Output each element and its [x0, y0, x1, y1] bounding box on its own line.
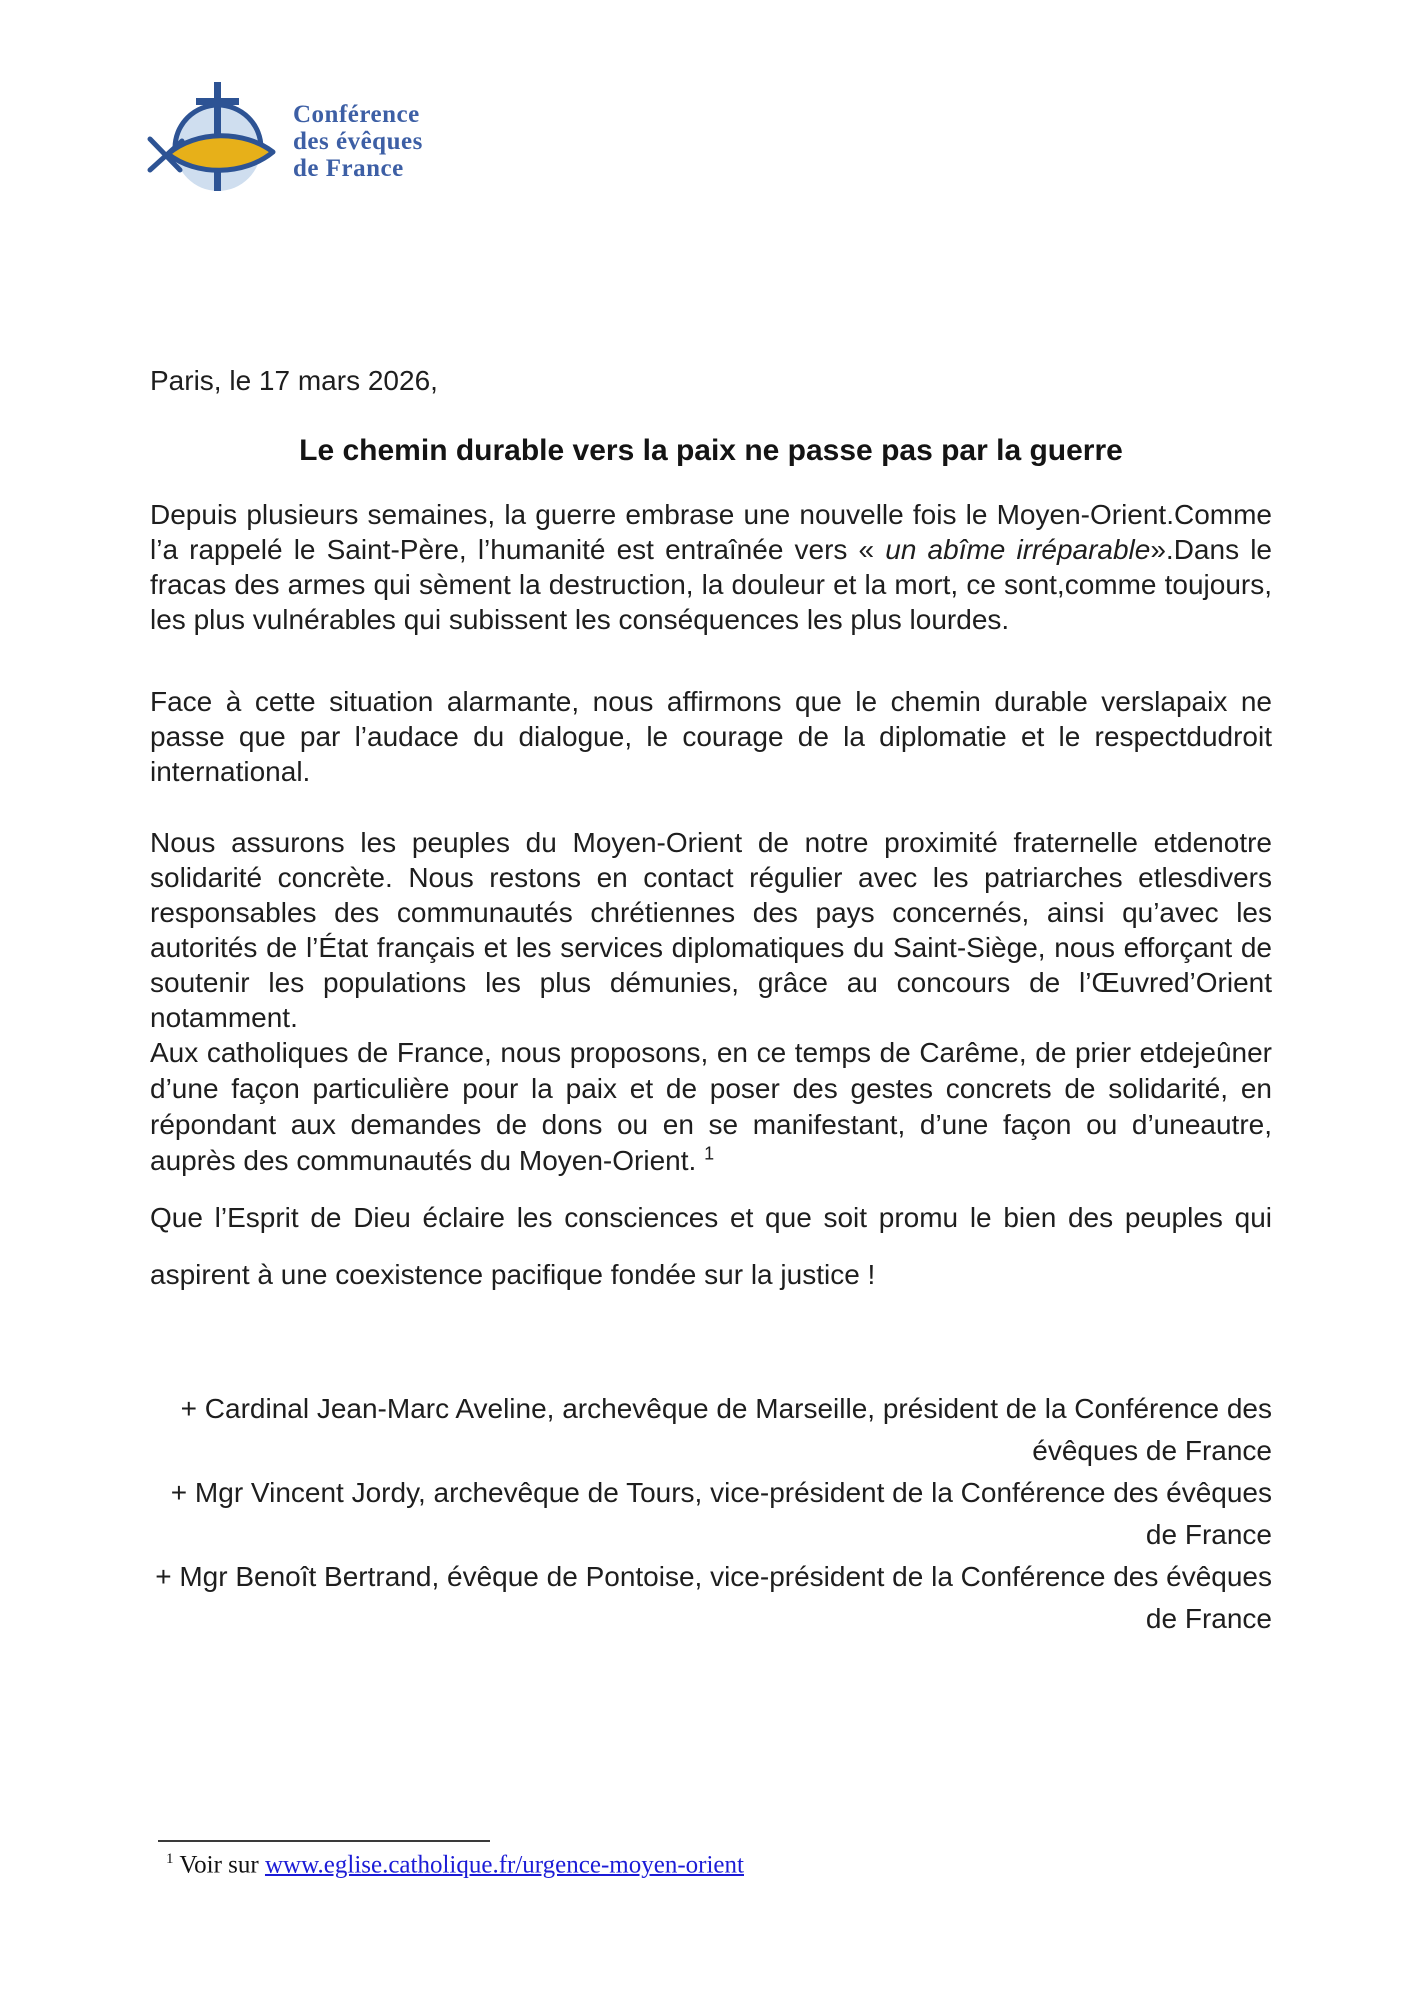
org-logo: [146, 82, 423, 200]
paragraph-4-text: Aux catholiques de France, nous proposons, en ce temps de Carême, de prier etdejeûner d’une façon particulière pour la paix et de poser des gestes concrets de solidarité, en répondant aux demandes de dons ou en se manifestant, d’une façon ou d’uneautre, auprès des communautés du Moyen-Orient.: [150, 1037, 1272, 1176]
quoted-phrase: un abîme irréparable: [885, 534, 1151, 565]
footnote-text: Voir sur: [179, 1851, 265, 1879]
footnote-area: [150, 1832, 1272, 1879]
paragraph-5: Que l’Esprit de Dieu éclaire les consciences et que soit promu le bien des peuples qui aspirent à une coexistence pacifique fondée sur la justice !: [150, 1202, 1272, 1290]
org-logo-wordmark: [293, 101, 423, 182]
paragraph-2: Face à cette situation alarmante, nous affirmons que le chemin durable verslapaix ne passe que par l’audace du dialogue, le courage de la diplomatie et le respectdudroit international.: [150, 686, 1272, 787]
footnote-reference: 1: [704, 1143, 715, 1164]
signature-president: + Cardinal Jean-Marc Aveline, archevêque de Marseille, président de la Conférence des évêques de France: [180, 1393, 1272, 1466]
wordmark-line: de France: [293, 154, 404, 182]
signature-vice-president-2: + Mgr Benoît Bertrand, évêque de Pontoise, vice-président de la Conférence des évêques de France: [155, 1561, 1272, 1634]
paragraph-1-text: Depuis plusieurs semaines, la guerre embrase une nouvelle fois le Moyen-Orient.Comme l’a rappelé le Saint-Père, l’humanité est entraînée vers «: [150, 499, 1272, 565]
letter-body: [150, 497, 1272, 1303]
footnote-separator: [158, 1840, 490, 1842]
signature-block: [150, 1388, 1272, 1640]
wordmark-line: Conférence: [293, 100, 420, 128]
paragraph-1-text: ».Dans le fracas des armes qui sèment la destruction, la douleur et la mort, ce sont,comme toujours, les plus vulnérables qui subissent les conséquences les plus lourdes.: [150, 534, 1273, 635]
wordmark-line: des évêques: [293, 127, 423, 155]
cef-emblem-icon: [146, 82, 281, 200]
footnote-number: 1: [166, 1851, 174, 1867]
date-line: Paris, le 17 mars 2026,: [150, 365, 438, 396]
letter-title: Le chemin durable vers la paix ne passe pas par la guerre: [299, 434, 1123, 467]
paragraph-4: [150, 1035, 1272, 1179]
footnote-link[interactable]: www.eglise.catholique.fr/urgence-moyen-orient: [264, 1851, 744, 1879]
paragraph-3: Nous assurons les peuples du Moyen-Orient de notre proximité fraternelle etdenotre solidarité concrète. Nous restons en contact régulier avec les patriarches etlesdivers responsables des communautés chrétiennes des pays concernés, ainsi qu’avec les autorités de l’État français et les services diplomatiques du Saint-Siège, nous efforçant de soutenir les populations les plus démunies, grâce au concours de l’Œuvred’Orient notamment.: [150, 827, 1272, 1033]
footnote: [166, 1851, 1272, 1879]
paragraph-1: [150, 497, 1272, 637]
signature-vice-president-1: + Mgr Vincent Jordy, archevêque de Tours, vice-président de la Conférence des évêques de France: [170, 1477, 1272, 1550]
